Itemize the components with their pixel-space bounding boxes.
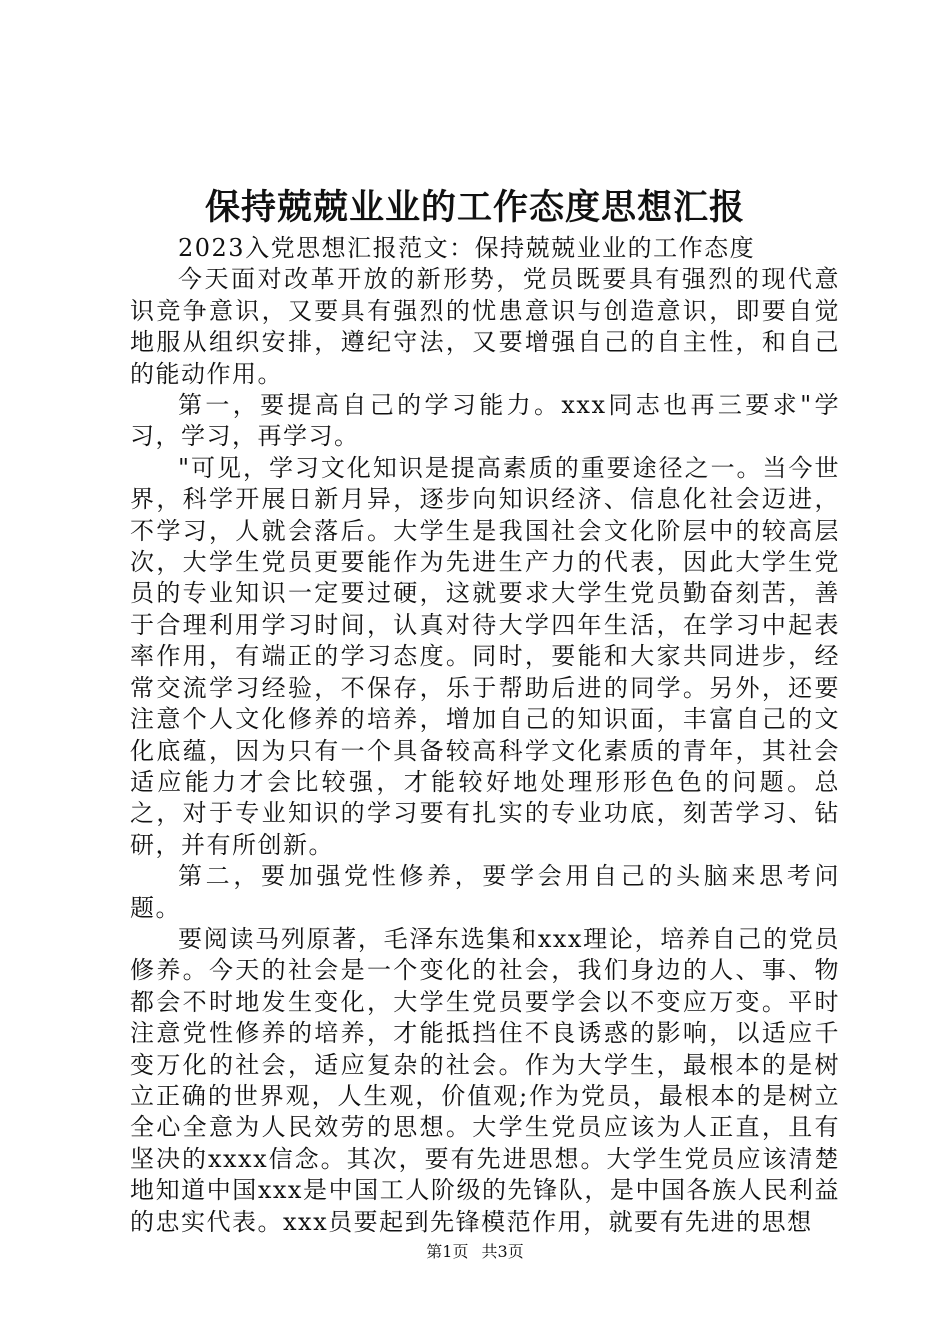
page-total: 共3页 xyxy=(481,1242,524,1261)
paragraph-2: 第一，要提高自己的学习能力。xxx同志也再三要求"学习，学习，再学习。 xyxy=(130,391,840,451)
paragraph-1: 今天面对改革开放的新形势，党员既要具有强烈的现代意识竞争意识，又要具有强烈的忧患意识与创造意识，即要自觉地服从组织安排，遵纪守法，又要增强自己的自主性，和自己的能动作用。 xyxy=(130,265,840,388)
paragraph-4: 第二，要加强党性修养，要学会用自己的头脑来思考问题。 xyxy=(130,862,840,922)
document-body xyxy=(130,233,840,1238)
paragraph-intro: 2023入党思想汇报范文：保持兢兢业业的工作态度 xyxy=(178,234,756,262)
page-number: 第1页 xyxy=(426,1242,469,1261)
paragraph-5: 要阅读马列原著，毛泽东选集和xxx理论，培养自己的党员修养。今天的社会是一个变化的社会，我们身边的人、事、物都会不时地发生变化，大学生党员要学会以不变应万变。平时注意党性修养的培养，才能抵挡住不良诱惑的影响，以适应千变万化的社会，适应复杂的社会。作为大学生，最根本的是树立正确的世界观，人生观，价值观;作为党员，最根本的是树立全心全意为人民效劳的思想。大学生党员应该为人正直，且有坚决的xxxx信念。其次，要有先进思想。大学生党员应该清楚地知道中国xxx是中国工人阶级的先锋队，是中国各族人民利益的忠实代表。xxx员要起到先锋模范作用，就要有先进的思想 xyxy=(130,924,840,1236)
document-title: 保持兢兢业业的工作态度思想汇报 xyxy=(204,187,745,228)
paragraph-3: "可见，学习文化知识是提高素质的重要途径之一。当今世界，科学开展日新月异，逐步向知识经济、信息化社会迈进，不学习，人就会落后。大学生是我国社会文化阶层中的较高层次，大学生党员更要能作为先进生产力的代表，因此大学生党员的专业知识一定要过硬，这就要求大学生党员勤奋刻苦，善于合理利用学习时间，认真对待大学四年生活，在学习中起表率作用，有端正的学习态度。同时，要能和大家共同进步，经常交流学习经验，不保存，乐于帮助后进的同学。另外，还要注意个人文化修养的培养，增加自己的知识面，丰富自己的文化底蕴，因为只有一个具备较高科学文化素质的青年，其社会适应能力才会比较强，才能较好地处理形形色色的问题。总之，对于专业知识的学习要有扎实的专业功底，刻苦学习、钻研，并有所创新。 xyxy=(130,453,840,859)
page-footer xyxy=(0,1240,950,1264)
